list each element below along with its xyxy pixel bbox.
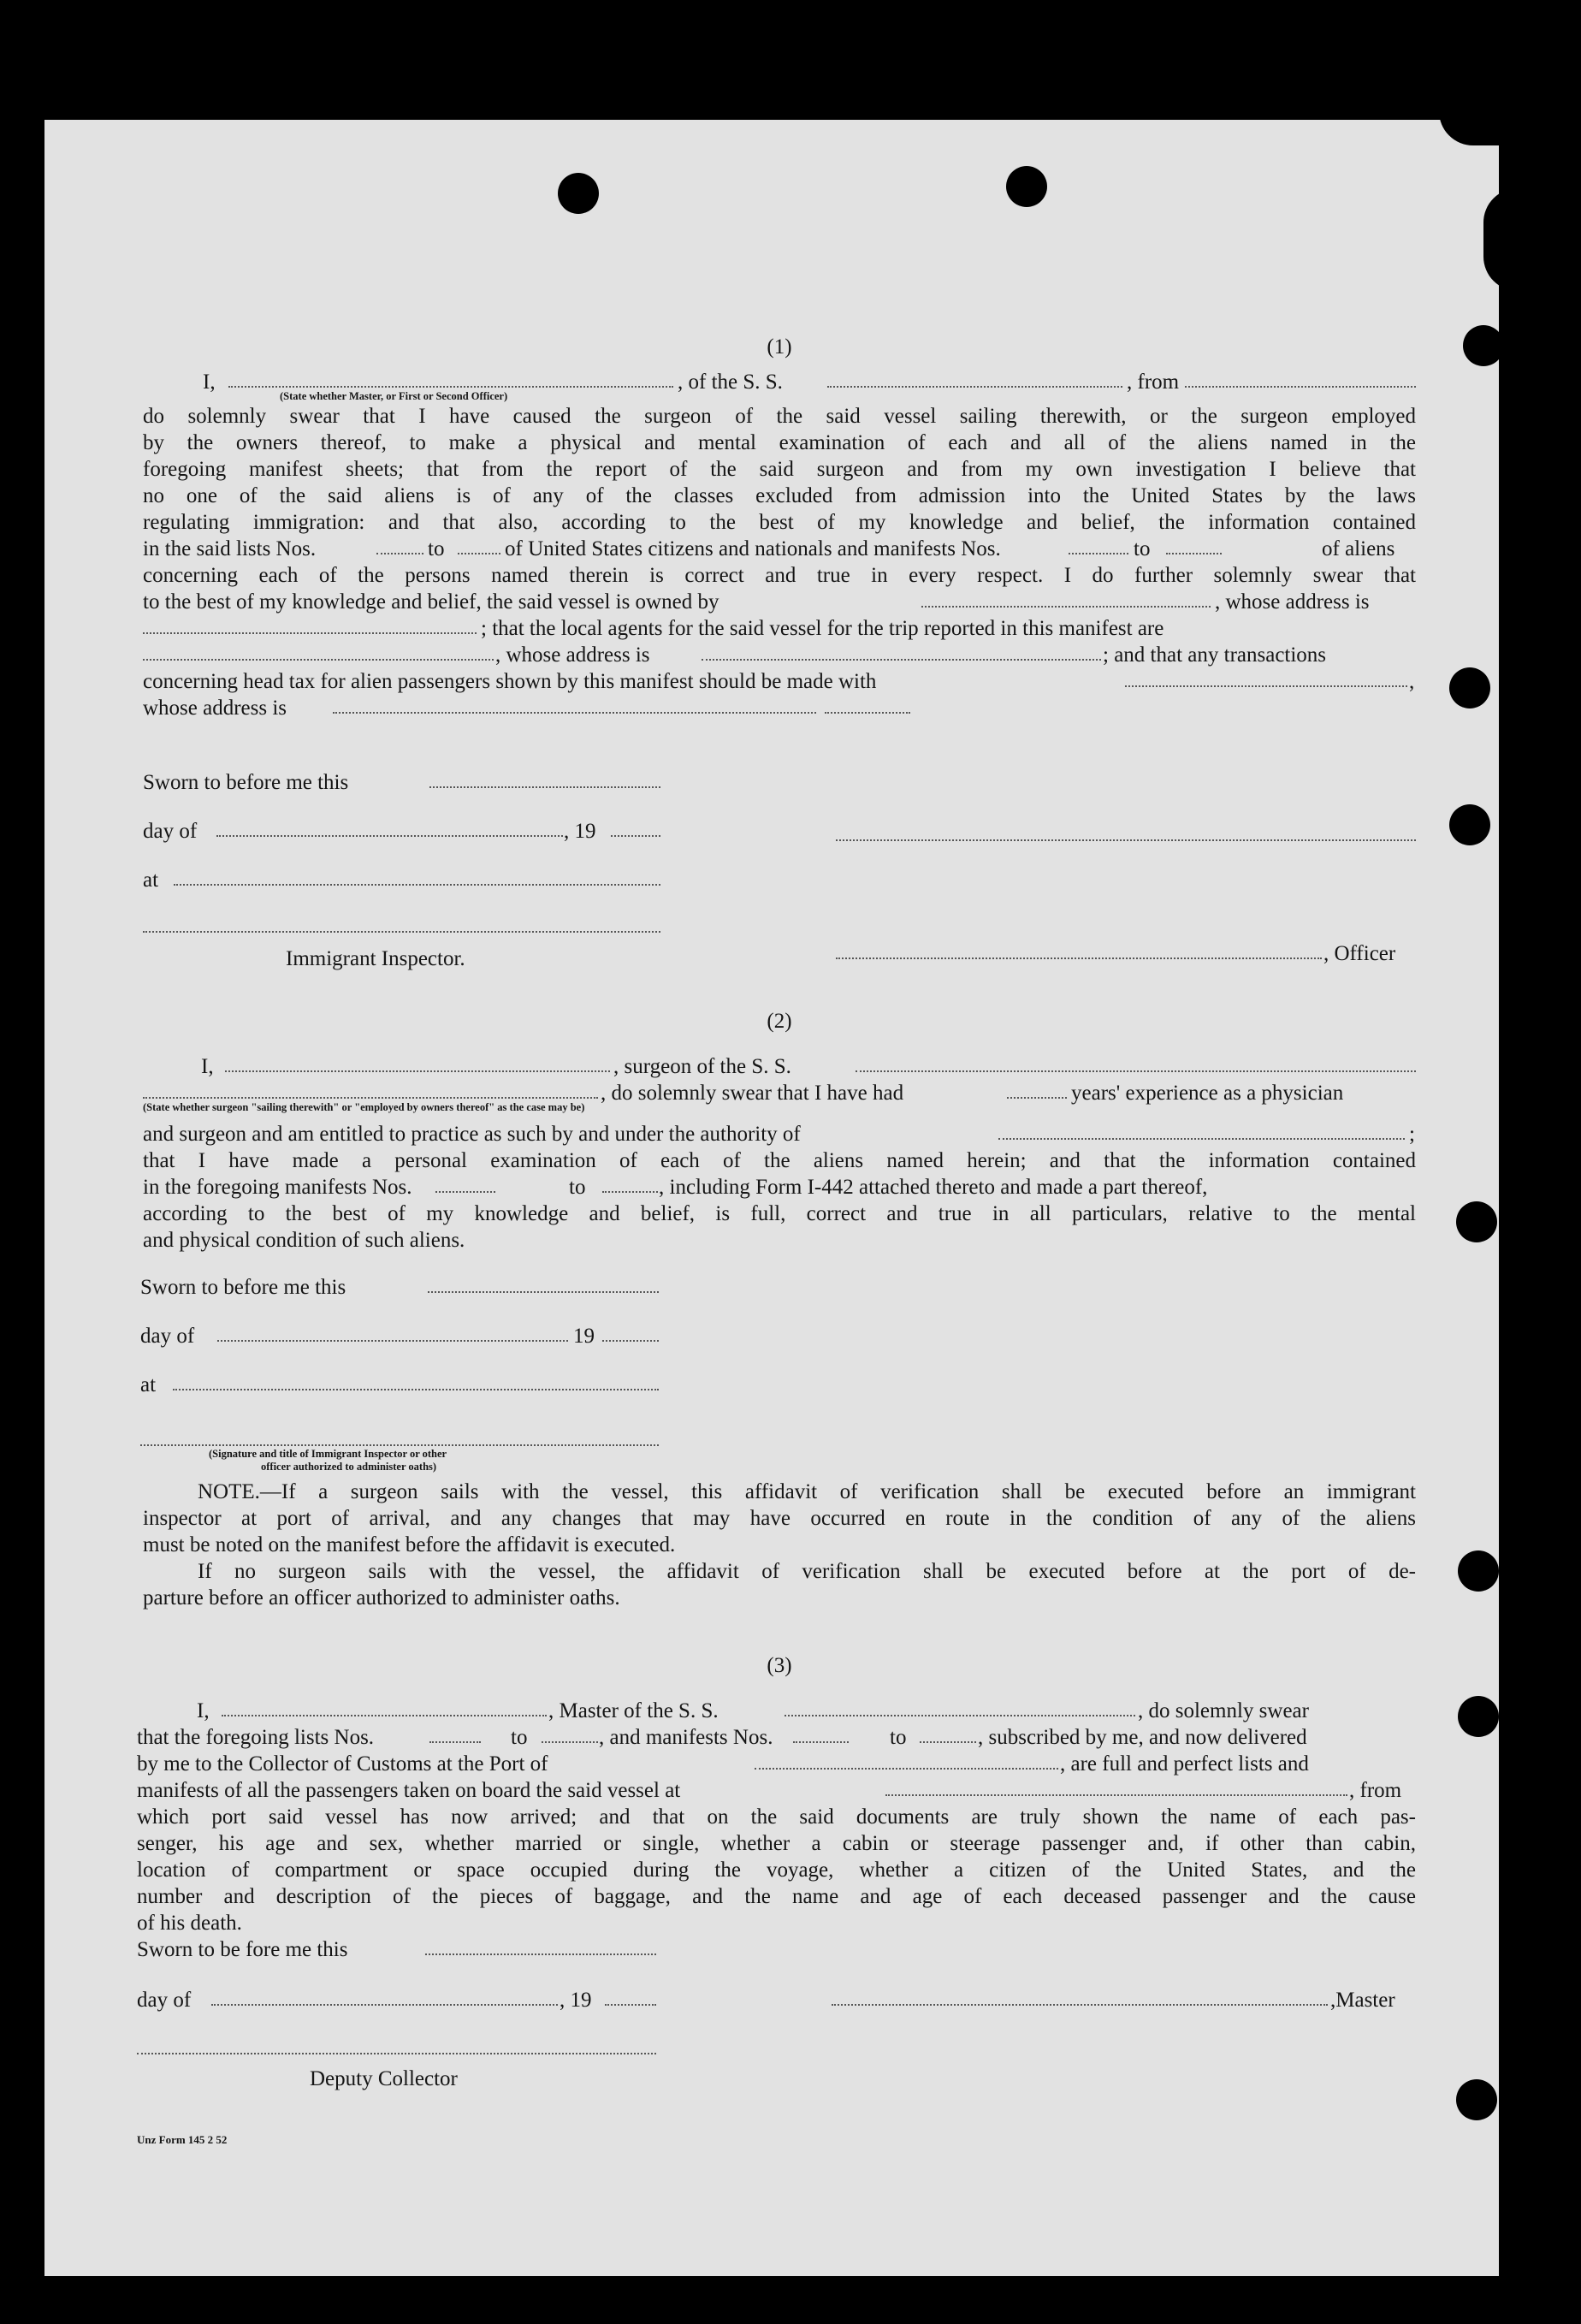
body-line: that I have made a personal examination of each of the aliens named herein; and that the information contained — [143, 1149, 1416, 1172]
body-line: senger, his age and sex, whether married or single, whether a cabin or steerage passenger and, if other than cabin, — [137, 1832, 1416, 1855]
manifests-from-field[interactable] — [793, 1724, 849, 1743]
i-label: I, — [197, 1699, 210, 1722]
sworn-field[interactable] — [429, 769, 660, 788]
port-field[interactable] — [755, 1751, 1058, 1770]
form-content — [137, 334, 1416, 2146]
note-line: NOTE.—If a surgeon sails with the vessel, this affidavit of verification shall be executed before an immigrant — [198, 1480, 1416, 1503]
day-label: day of — [137, 1989, 192, 2012]
manifests-label: in the foregoing manifests Nos. — [143, 1176, 412, 1199]
deputy-signature-line — [143, 2036, 1416, 2062]
swear-label: , do solemnly swear — [1138, 1699, 1309, 1722]
manifests-label: , and manifests Nos. — [599, 1726, 773, 1749]
citizens-label: of United States citizens and nationals and manifests Nos. — [505, 537, 1001, 560]
body-line: of his death. — [137, 1912, 242, 1935]
comma: , — [1409, 670, 1415, 693]
name-field[interactable] — [228, 369, 673, 388]
sworn-line — [143, 769, 1416, 796]
lists-to-field[interactable] — [458, 536, 500, 554]
punch-hole — [1449, 667, 1490, 708]
inspector-line — [143, 940, 1416, 970]
master-line — [143, 1698, 1416, 1724]
note-line: parture before an officer authorized to administer oaths. — [143, 1586, 620, 1610]
state-note: (State whether Master, or First or Second Officer) — [280, 390, 508, 402]
years-label: years' experience as a physician — [1071, 1082, 1344, 1105]
punch-hole — [1449, 804, 1490, 845]
body-line: do solemnly swear that I have caused the surgeon of the said vessel sailing therewith, or the surgeon employed — [143, 405, 1416, 428]
day-field[interactable] — [211, 1987, 558, 2006]
owner-field[interactable] — [921, 589, 1211, 608]
punch-hole — [1006, 166, 1047, 207]
year-field[interactable] — [605, 1987, 656, 2006]
form-id: Unz Form 145 2 52 — [137, 2133, 228, 2146]
manifests-to-field[interactable] — [1166, 536, 1222, 554]
of-ss-label: , of the S. S. — [678, 371, 783, 394]
at-label: at — [143, 869, 159, 892]
punch-hole — [558, 173, 599, 214]
punch-hole — [1458, 1696, 1499, 1737]
sworn-line — [140, 1274, 1416, 1301]
master-of-label: , Master of the S. S. — [548, 1699, 719, 1722]
address-label: whose address is — [143, 697, 287, 720]
headtax-field[interactable] — [1125, 668, 1407, 687]
manifests-line — [143, 1174, 1416, 1201]
full-label: , are full and perfect lists and — [1060, 1752, 1309, 1776]
deputy-label: Deputy Collector — [310, 2067, 458, 2090]
day-label: day of — [143, 820, 198, 843]
at-field[interactable] — [173, 1372, 659, 1390]
sworn-field[interactable] — [425, 1936, 656, 1955]
surgeon-vessel-field[interactable] — [856, 1053, 1416, 1072]
manifests-all-line — [137, 1777, 1416, 1804]
manifests-to-field[interactable] — [602, 1174, 658, 1193]
headtax-label: concerning head tax for alien passengers shown by this manifest should be made with — [143, 670, 877, 693]
day-field[interactable] — [217, 1323, 568, 1342]
body-line: and physical condition of such aliens. — [143, 1229, 465, 1252]
from-label: , from — [1127, 371, 1180, 394]
lists-line — [143, 536, 1416, 562]
at-field[interactable] — [174, 867, 660, 886]
day-label: day of — [140, 1325, 195, 1348]
body-line: number and description of the pieces of baggage, and the name and age of each deceased passenger and the cause — [137, 1885, 1416, 1908]
authority-line — [143, 1121, 1416, 1147]
body-line: foregoing manifest sheets; that from the report of the said surgeon and from my own investigation I believe that — [143, 458, 1416, 481]
manifests-from-field[interactable] — [1069, 536, 1128, 554]
authority-field[interactable] — [998, 1121, 1405, 1140]
inspector-signature-field[interactable] — [143, 914, 660, 933]
note-line: If no surgeon sails with the vessel, the affidavit of verification shall be executed before at the port of de- — [198, 1560, 1416, 1583]
section-number: (3) — [767, 1654, 792, 1677]
year-label: , 19 — [564, 820, 596, 843]
agents-address-field[interactable] — [702, 642, 1101, 661]
inspector-signature-line — [143, 914, 1416, 940]
sworn-label: Sworn to be fore me this — [137, 1938, 348, 1961]
master-vessel-field[interactable] — [785, 1698, 1135, 1716]
address-label: , whose address is — [1215, 590, 1370, 614]
swear-label: , do solemnly swear that I have had — [601, 1082, 904, 1105]
at-line — [140, 1372, 1416, 1398]
note-line: must be noted on the manifest before the affidavit is executed. — [143, 1533, 676, 1556]
i-label: I, — [201, 1055, 214, 1078]
officer-signature-line[interactable] — [836, 822, 1416, 841]
body-line: according to the best of my knowledge and belief, is full, correct and true in all particulars, relative to the mental — [143, 1202, 1416, 1225]
aliens-label: of aliens — [1322, 537, 1395, 560]
surgeon-of-label: , surgeon of the S. S. — [613, 1055, 791, 1078]
punch-hole — [1463, 325, 1504, 366]
state-note: (State whether surgeon "sailing therewith" or "employed by owners thereof" as the case may be) — [143, 1101, 585, 1113]
deputy-signature-field[interactable] — [137, 2036, 656, 2054]
lists-label: that the foregoing lists Nos. — [137, 1726, 375, 1749]
at-label: at — [140, 1373, 157, 1396]
manifests-from-field[interactable] — [435, 1174, 495, 1193]
note-line: inspector at port of arrival, and any changes that may have occurred en route in the condition of any of the aliens — [143, 1507, 1416, 1530]
master-label: ,Master — [1330, 1989, 1395, 2012]
signature-field[interactable] — [140, 1427, 659, 1446]
lists-from-field[interactable] — [376, 536, 423, 554]
signature-note: (Signature and title of Immigrant Inspector or other — [209, 1448, 447, 1460]
sworn-field[interactable] — [428, 1274, 659, 1293]
master-line — [143, 369, 1416, 395]
headtax-address-field[interactable] — [333, 695, 816, 714]
agents-field[interactable] — [143, 642, 494, 661]
day-line — [143, 818, 1416, 845]
signature-note: officer authorized to administer oaths) — [261, 1461, 437, 1473]
to-label: to — [428, 537, 445, 560]
torn-edge — [1483, 188, 1518, 291]
semicolon: ; — [1409, 1123, 1415, 1146]
owned-line — [143, 589, 1416, 615]
officer-title-field[interactable] — [836, 940, 1322, 959]
sworn-label: Sworn to before me this — [143, 771, 349, 794]
officer-label: , Officer — [1323, 942, 1396, 965]
to-label: to — [890, 1726, 907, 1749]
body-line: concerning each of the persons named therein is correct and true in every respect. I do further solemnly swear that — [143, 564, 1416, 587]
from-field[interactable] — [1185, 369, 1416, 388]
lists-line — [137, 1724, 1416, 1751]
transactions-label: ; and that any transactions — [1103, 643, 1327, 667]
punch-hole — [1456, 1201, 1497, 1242]
year-label: 19 — [573, 1325, 595, 1348]
at-line — [143, 867, 1416, 893]
year-field[interactable] — [602, 1323, 659, 1342]
collector-label: by me to the Collector of Customs at the Port of — [137, 1752, 548, 1776]
deputy-line — [143, 2062, 1416, 2089]
lists-to-field[interactable] — [542, 1724, 598, 1743]
torn-edge — [1439, 111, 1516, 145]
form-page — [44, 120, 1499, 2276]
headtax-address-field-2[interactable] — [825, 695, 910, 714]
from-label: , from — [1349, 1779, 1402, 1802]
experience-line — [143, 1080, 1416, 1106]
day-line — [140, 1323, 1416, 1349]
body-line: location of compartment or space occupied during the voyage, whether a citizen of the United States, and the — [137, 1859, 1416, 1882]
vessel-field[interactable] — [827, 369, 1122, 388]
owner-address-field[interactable] — [143, 615, 477, 634]
punch-hole — [1456, 2079, 1497, 2120]
body-line: regulating immigration: and that also, according to the best of my knowledge and belief, the information contained — [143, 511, 1416, 534]
port-at-field[interactable] — [885, 1777, 1347, 1796]
lists-label: in the said lists Nos. — [143, 537, 317, 560]
to-label: to — [1134, 537, 1151, 560]
surgeon-line — [143, 1053, 1416, 1080]
sworn-line — [137, 1936, 1416, 1963]
body-line: which port said vessel has now arrived; and that on the said documents are truly shown the name of each pas- — [137, 1805, 1416, 1829]
signature-line — [143, 1427, 1416, 1444]
agents-address-line — [143, 642, 1416, 668]
headtax-address-line — [143, 695, 1416, 721]
address-label: , whose address is — [495, 643, 650, 667]
collector-line — [137, 1751, 1416, 1777]
day-line — [137, 1987, 1416, 2013]
year-field[interactable] — [611, 818, 660, 837]
owned-label: to the best of my knowledge and belief, the said vessel is owned by — [143, 590, 719, 614]
section-number: (2) — [767, 1010, 792, 1033]
i-label: I, — [203, 371, 216, 394]
agents-line — [143, 615, 1416, 642]
body-line: no one of the said aliens is of any of the classes excluded from admission into the United States by the laws — [143, 484, 1416, 507]
headtax-line — [143, 668, 1416, 695]
surgeon-name-field[interactable] — [225, 1053, 610, 1072]
subscribed-label: , subscribed by me, and now delivered — [978, 1726, 1307, 1749]
section-number: (1) — [767, 335, 792, 359]
year-label: , 19 — [560, 1989, 592, 2012]
surgeon-type-field[interactable] — [143, 1080, 598, 1099]
manifests-all-label: manifests of all the passengers taken on board the said vessel at — [137, 1779, 681, 1802]
day-field[interactable] — [216, 818, 563, 837]
to-label: to — [569, 1176, 586, 1199]
to-label: to — [511, 1726, 528, 1749]
form-label: , including Form I-442 attached thereto and made a part thereof, — [659, 1176, 1208, 1199]
sworn-label: Sworn to before me this — [140, 1276, 346, 1299]
body-line: by the owners thereof, to make a physical and mental examination of each and all of the aliens named in the — [143, 431, 1416, 454]
master-name-field[interactable] — [222, 1698, 547, 1716]
authority-label: and surgeon and am entitled to practice as such by and under the authority of — [143, 1123, 801, 1146]
years-field[interactable] — [1007, 1080, 1067, 1099]
manifests-to-field[interactable] — [920, 1724, 976, 1743]
lists-from-field[interactable] — [429, 1724, 481, 1743]
inspector-label: Immigrant Inspector. — [286, 947, 465, 970]
punch-hole — [1458, 1550, 1499, 1592]
master-signature-field[interactable] — [832, 1987, 1328, 2006]
agents-label: ; that the local agents for the said vessel for the trip reported in this manifest are — [481, 617, 1164, 640]
